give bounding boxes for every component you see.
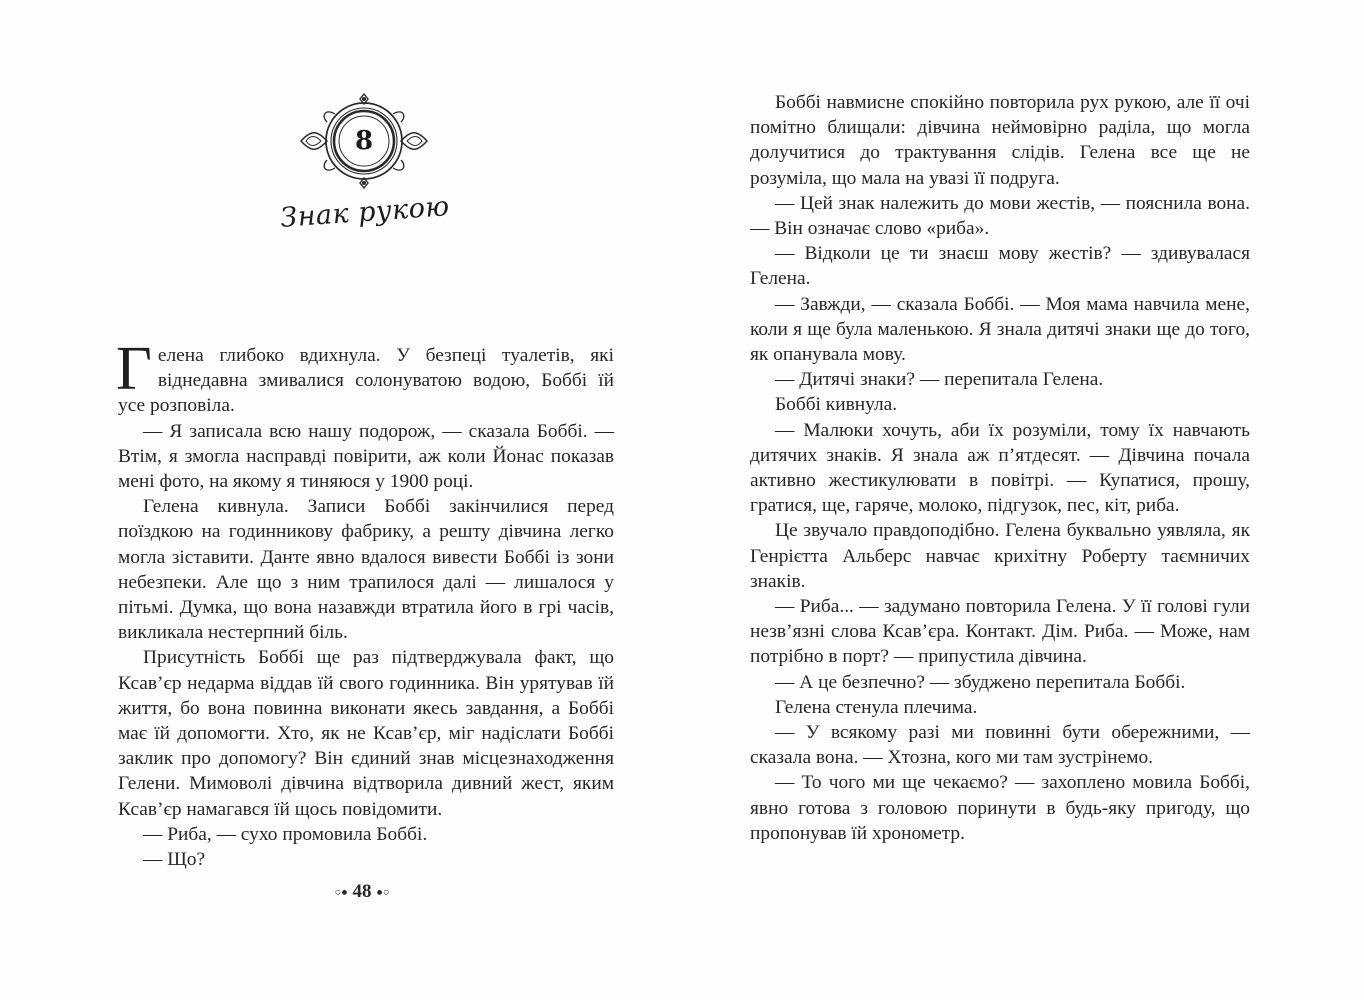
paragraph: Присутність Боббі ще раз підтверджувала факт, що Ксав’єр недарма віддав їй свого годинника. Він урятував їй життя, бо вона повинна виконати якесь завдання, а Боббі має їй допомогти. Хто, як не Ксав’єр, міг надіслати Боббі заклик про допомогу? Він єдиний знав місцезнаходження Гелени. Мимоволі дівчина відтворила дивний жест, яким Ксав’єр намагався їй щось повідомити. xyxy=(118,647,614,820)
drop-cap: Г xyxy=(116,335,152,403)
paragraph: — Риба... — задумано повторила Гелена. У її голові гули незв’язні слова Ксав’єра. Контакт. Дім. Риба. — Може, нам потрібно в порт? — припустила дівчина. xyxy=(750,596,1250,668)
paragraph: — Риба, — сухо промовила Боббі. xyxy=(143,823,428,845)
paragraph: Боббі навмисне спокійно повторила рух рукою, але її очі помітно блищали: дівчина неймовірно раділа, що могла долучитися до трактування слідів. Гелена все ще не розуміла, що мала на увазі її подруга. xyxy=(750,92,1250,189)
left-page-text xyxy=(116,335,614,872)
paragraph: Гелена кивнула. Записи Боббі закінчилися перед поїздкою на годинникову фабрику, а решту дівчина легко могла зіставити. Данте явно вдалося вивести Боббі із зони небезпеки. Але що з ним трапилося далі — лишалося у пітьмі. Думка, що вона назавжди втратила його в грі часів, викликала нестерпний біль. xyxy=(118,496,614,644)
paragraph: — А це безпечно? — збуджено перепитала Боббі. xyxy=(775,671,1186,693)
paragraph xyxy=(116,335,614,419)
paragraph: — У всякому разі ми повинні бути обережними, — сказала вона. — Хтозна, кого ми там зустрінемо. xyxy=(750,722,1250,769)
folio-ornament-icon: ○● xyxy=(334,886,348,899)
paragraph: — Я записала всю нашу подорож, — сказала Боббі. — Втім, я змогла насправді повірити, аж коли Йонас показав мені фото, на якому я тиняюся у 1900 році. xyxy=(118,420,614,493)
paragraph-text: елена глибоко вдихнула. У безпеці туалетів, які віднедавна змивалися солонуватою водою, Боббі їй усе розповіла. xyxy=(118,345,614,417)
paragraph: Гелена стенула плечима. xyxy=(775,696,978,718)
paragraph: — То чого ми ще чекаємо? — захоплено мовила Боббі, явно готова з головою поринути в будь-яку пригоду, що пропонував їй хронометр. xyxy=(750,772,1250,844)
paragraph: — Що? xyxy=(143,849,206,871)
chapter-title: Знак рукою xyxy=(279,191,451,234)
paragraph: — Відколи це ти знаєш мову жестів? — здивувалася Гелена. xyxy=(750,243,1250,290)
right-page xyxy=(682,0,1364,1000)
right-page-text xyxy=(750,90,1250,846)
paragraph: — Завжди, — сказала Боббі. — Моя мама навчила мене, коли я ще була маленькою. Я знала дитячі знаки ще до того, як опанувала мову. xyxy=(750,293,1250,366)
page-number xyxy=(300,881,424,903)
chapter-number: 8 xyxy=(354,126,374,156)
paragraph: — Цей знак належить до мови жестів, — пояснила вона. — Він означає слово «риба». xyxy=(750,192,1250,240)
folio-ornament-icon: ●○ xyxy=(376,886,390,899)
paragraph: Боббі кивнула. xyxy=(775,394,898,416)
paragraph: — Дитячі знаки? — перепитала Гелена. xyxy=(775,369,1104,391)
paragraph: Це звучало правдоподібно. Гелена буквально уявляла, як Генрієтта Альберс навчає крихітну Роберту таємничих знаків. xyxy=(750,520,1250,592)
page-number-value: 48 xyxy=(352,881,372,902)
paragraph: — Малюки хочуть, аби їх розуміли, тому їх навчають дитячих знаків. Я знала аж п’ятдесят. — Дівчина почала активно жестикулювати в повітрі. — Купатися, прошу, гратися, ще, гаряче, молоко, підгузок, пес, кіт, риба. xyxy=(750,419,1250,517)
